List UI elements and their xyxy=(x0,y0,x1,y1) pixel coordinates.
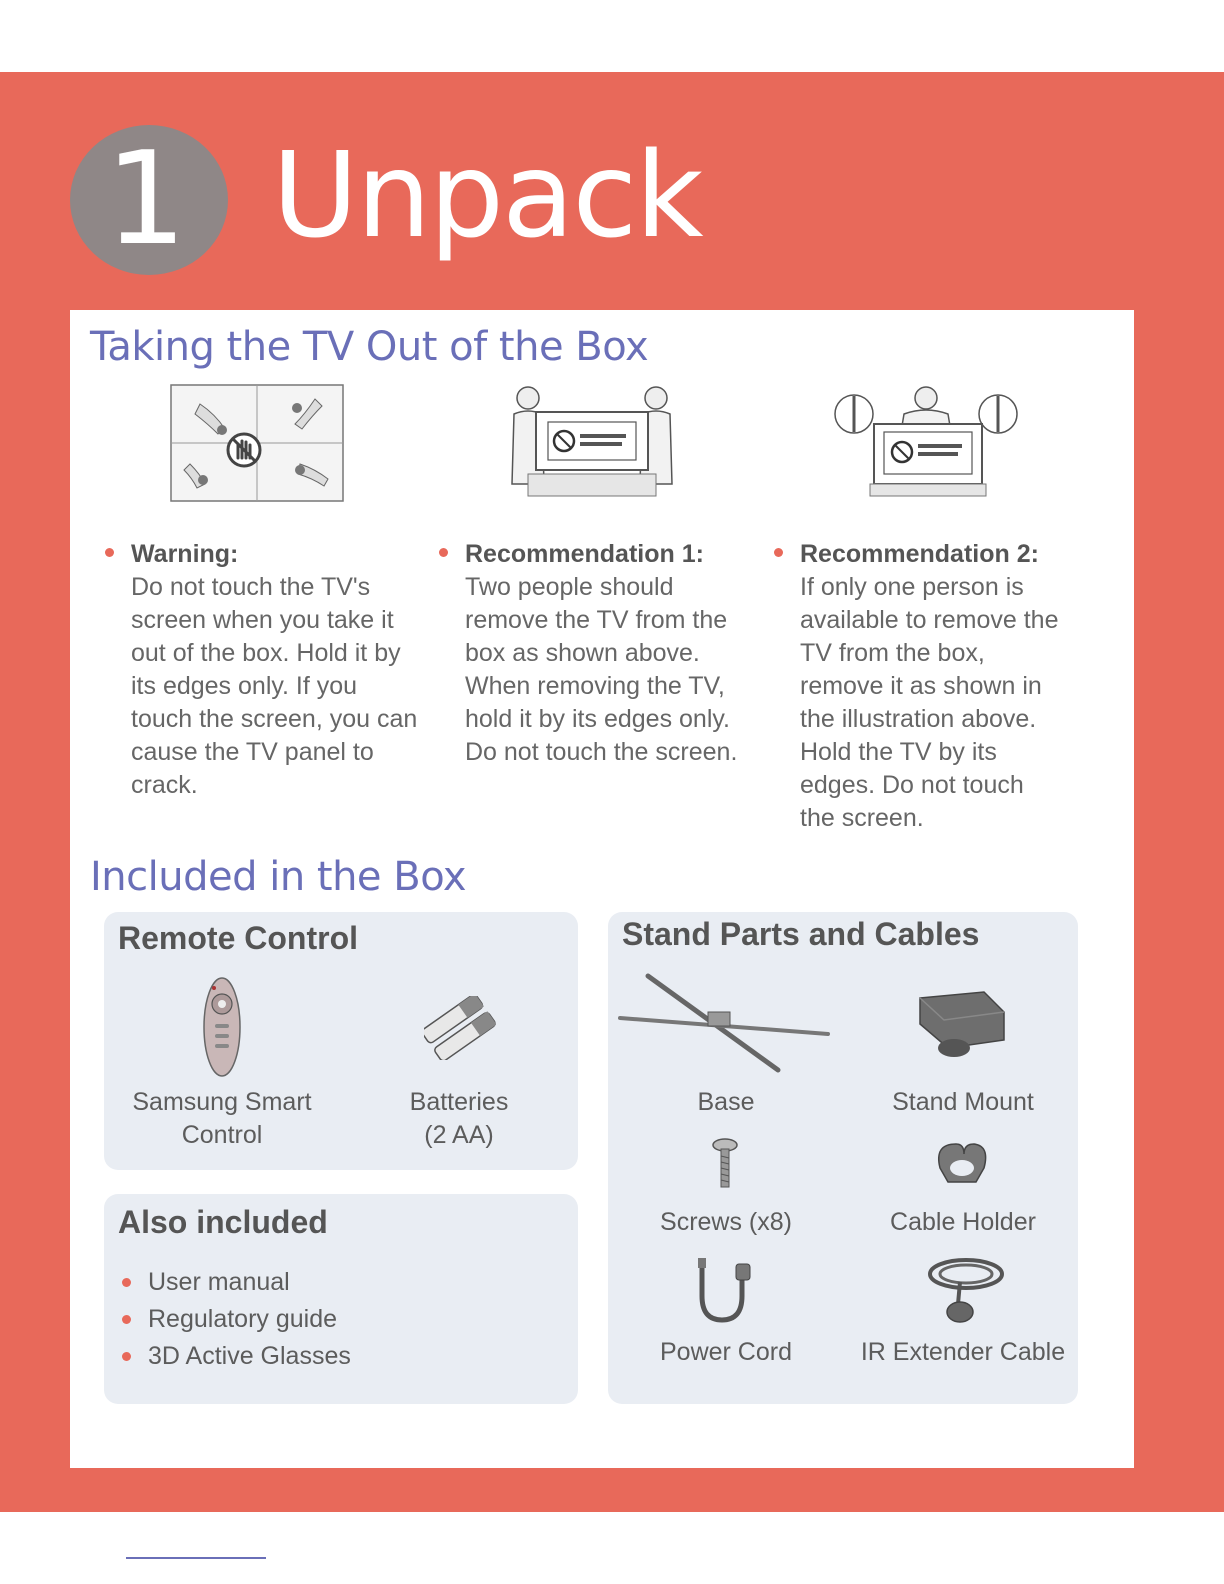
power-cord-label: Power Cord xyxy=(660,1338,792,1366)
also-included-list xyxy=(148,1264,351,1375)
ir-extender-cable-icon xyxy=(920,1248,1014,1326)
recommendation-2-column xyxy=(800,538,1070,835)
screw-icon xyxy=(712,1138,738,1190)
stand-mount-label: Stand Mount xyxy=(892,1088,1034,1116)
warning-heading: Warning: xyxy=(131,540,239,568)
bullet-icon xyxy=(774,548,783,557)
step-number: 1 xyxy=(105,125,187,274)
remote-control-title: Remote Control xyxy=(118,920,358,956)
batteries-label xyxy=(384,1086,534,1152)
smart-remote-icon xyxy=(202,976,242,1078)
also-included-box xyxy=(104,1194,578,1404)
warning-column xyxy=(131,538,451,802)
warning-hands-illustration-icon xyxy=(170,384,344,502)
list-item xyxy=(148,1301,351,1338)
list-item-text: User manual xyxy=(148,1268,290,1296)
bullet-icon xyxy=(122,1278,131,1287)
bullet-icon xyxy=(122,1352,131,1361)
page-title: Unpack xyxy=(272,126,702,264)
remote-control-box xyxy=(104,912,578,1170)
batteries-label-line-2: (2 AA) xyxy=(424,1121,494,1149)
section-title-included: Included in the Box xyxy=(90,854,467,900)
recommendation-1-column xyxy=(465,538,785,769)
list-item-text: 3D Active Glasses xyxy=(148,1342,351,1370)
two-person-lift-illustration-icon xyxy=(506,384,678,504)
bullet-icon xyxy=(105,548,114,557)
batteries-icon xyxy=(424,996,496,1060)
recommendation-1-heading: Recommendation 1: xyxy=(465,540,704,568)
remote-label-line-1: Samsung Smart xyxy=(132,1088,312,1116)
bullet-icon xyxy=(122,1315,131,1324)
stand-mount-icon xyxy=(914,988,1008,1060)
ir-extender-cable-label: IR Extender Cable xyxy=(860,1338,1066,1366)
warning-body: Do not touch the TV's screen when you take it out of the box. Hold it by its edges only. If you touch the screen, you can cause the TV panel to crack. xyxy=(131,573,418,799)
also-included-title: Also included xyxy=(118,1204,328,1240)
recommendation-2-body: If only one person is available to remove the TV from the box, remove it as shown in the illustration above. Hold the TV by its edges. Do not touch the screen. xyxy=(800,573,1059,832)
cable-holder-icon xyxy=(930,1138,992,1190)
recommendation-2-heading: Recommendation 2: xyxy=(800,540,1039,568)
list-item xyxy=(148,1338,351,1375)
stand-parts-title: Stand Parts and Cables xyxy=(622,916,980,952)
footer-rule xyxy=(126,1557,266,1559)
list-item xyxy=(148,1264,351,1301)
cable-holder-label: Cable Holder xyxy=(890,1208,1036,1236)
screws-label: Screws (x8) xyxy=(660,1208,792,1236)
batteries-label-line-1: Batteries xyxy=(409,1088,509,1116)
base-label: Base xyxy=(697,1088,755,1116)
list-item-text: Regulatory guide xyxy=(148,1305,338,1333)
remote-label-line-2: Control xyxy=(181,1121,263,1149)
stand-base-icon xyxy=(618,970,832,1078)
stand-parts-box xyxy=(608,912,1078,1404)
content-panel xyxy=(70,310,1134,1468)
section-title-taking-out: Taking the TV Out of the Box xyxy=(90,324,649,370)
bullet-icon xyxy=(439,548,448,557)
step-number-badge xyxy=(70,125,228,275)
power-cord-icon xyxy=(692,1256,754,1326)
remote-label xyxy=(114,1086,330,1152)
one-person-lift-illustration-icon xyxy=(832,384,1022,498)
recommendation-1-body: Two people should remove the TV from the box as shown above. When removing the TV, hold it by its edges only. Do not touch the screen. xyxy=(465,573,738,766)
